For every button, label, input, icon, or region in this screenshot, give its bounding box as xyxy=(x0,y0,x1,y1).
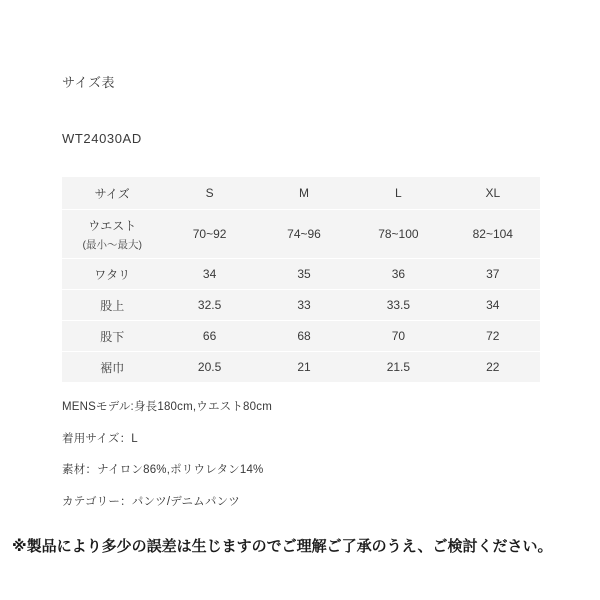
note-material: 素材：ナイロン86%,ポリウレタン14% xyxy=(62,464,264,476)
row-label: 裾巾 xyxy=(100,360,125,375)
row-label-sublabel: (最小〜最大) xyxy=(82,238,142,251)
table-header-cell: M xyxy=(257,177,351,210)
size-table xyxy=(62,177,540,382)
table-cell: 34 xyxy=(446,290,540,321)
table-cell: 70 xyxy=(351,321,445,352)
note-category: カテゴリー：パンツ/デニムパンツ xyxy=(62,495,240,508)
table-row xyxy=(62,290,540,321)
table-header-cell: XL xyxy=(446,177,540,210)
table-header-cell: S xyxy=(162,177,256,210)
product-notes xyxy=(62,402,562,528)
row-label: ワタリ xyxy=(62,259,162,290)
table-cell: 74~96 xyxy=(257,210,351,259)
row-label: 股上 xyxy=(62,290,162,321)
table-cell: 78~100 xyxy=(351,210,445,259)
table-row xyxy=(62,259,540,290)
table-row xyxy=(62,210,540,259)
table-row xyxy=(62,321,540,352)
table-header-cell: サイズ xyxy=(62,177,162,210)
table-header-row xyxy=(62,177,540,210)
table-cell: 68 xyxy=(257,321,351,352)
table-cell: 21 xyxy=(297,360,311,374)
table-cell: 22 xyxy=(486,360,500,374)
table-cell: 20.5 xyxy=(197,360,222,374)
note-worn-size: 着用サイズ：L xyxy=(62,432,138,445)
table-cell: 72 xyxy=(446,321,540,352)
table-cell: 32.5 xyxy=(162,290,256,321)
row-label-text: ウエスト xyxy=(88,218,137,233)
table-cell: 21.5 xyxy=(386,360,411,374)
row-label xyxy=(62,210,162,259)
table-cell: 35 xyxy=(257,259,351,290)
product-code: WT24030AD xyxy=(62,131,142,146)
disclaimer-text: ※製品により多少の誤差は生じますのでご理解ご了承のうえ、ご検討ください。 xyxy=(12,538,553,555)
table-cell: 82~104 xyxy=(446,210,540,259)
table-cell: 37 xyxy=(446,259,540,290)
note-model-info: MENSモデル:身長180cm,ウエスト80cm xyxy=(62,401,272,413)
row-label: 股下 xyxy=(62,321,162,352)
table-cell: 34 xyxy=(162,259,256,290)
table-cell: 36 xyxy=(351,259,445,290)
table-header-cell: L xyxy=(351,177,445,210)
table-row xyxy=(62,352,540,383)
table-cell: 70~92 xyxy=(162,210,256,259)
table-cell: 33 xyxy=(257,290,351,321)
page-title: サイズ表 xyxy=(62,75,115,90)
table-cell: 33.5 xyxy=(351,290,445,321)
table-cell: 66 xyxy=(162,321,256,352)
